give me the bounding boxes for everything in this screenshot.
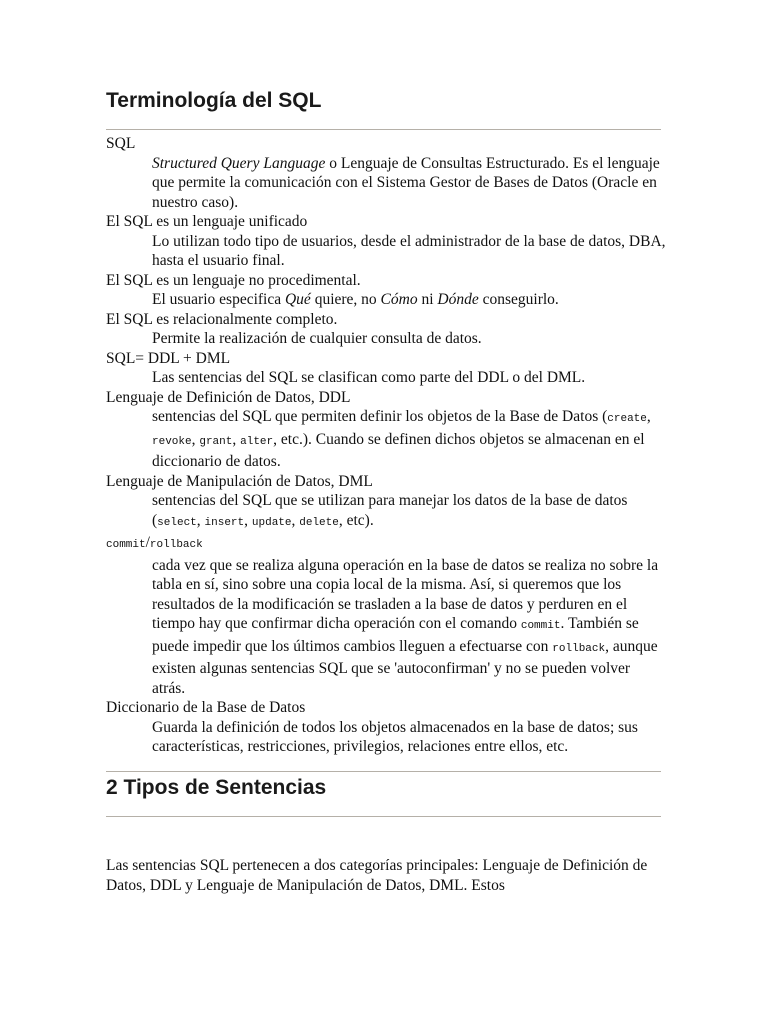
definition-ddl-dml: Las sentencias del SQL se clasifican como parte del DDL o del DML. <box>152 369 586 386</box>
definition-sql: Structured Query Language o Lenguaje de Consultas Estructurado. Es el lenguaje que permite la comunicación con el Sistema Gestor de Bases de Datos (Oracle en nuestro caso). <box>152 154 660 211</box>
definition-ddl: sentencias del SQL que permiten definir los objetos de la Base de Datos (create, revoke, grant, alter, etc.). Cuando se definen dichos objetos se almacenan en el diccionario de datos. <box>152 408 651 470</box>
section-title-terminologia: Terminología del SQL <box>106 89 322 112</box>
definition-commit-rollback: cada vez que se realiza alguna operación en la base de datos se realiza no sobre la tabla en sí, sino sobre una copia local de la misma. Así, si queremos que los resultados de la modificación se trasladen a la base de datos y perduren en el tiempo hay que confirmar dicha operación con el comando commit. También se puede impedir que los últimos cambios lleguen a efectuarse con rollback, aunque existen algunas sentencias SQL que se 'autoconfirman' y no se pueden volver atrás. <box>152 556 659 697</box>
section-divider-bottom <box>106 816 661 817</box>
definition-unified: Lo utilizan todo tipo de usuarios, desde el administrador de la base de datos, DBA, hasta el usuario final. <box>152 232 666 269</box>
section-title-tipos: 2 Tipos de Sentencias <box>106 776 327 799</box>
definition-nonprocedural: El usuario especifica Qué quiere, no Cómo ni Dónde conseguirlo. <box>152 291 559 308</box>
definition-list <box>106 134 666 757</box>
term-ddl-dml: SQL= DDL + DML <box>106 349 231 367</box>
section-divider-top <box>106 771 661 772</box>
term-commit-rollback: commit/rollback <box>106 534 203 551</box>
term-relational: El SQL es relacionalmente completo. <box>106 310 338 328</box>
term-nonprocedural: El SQL es un lenguaje no procedimental. <box>106 271 361 289</box>
section-divider <box>106 129 661 130</box>
definition-relational: Permite la realización de cualquier consulta de datos. <box>152 330 482 347</box>
term-ddl: Lenguaje de Definición de Datos, DDL <box>106 388 351 406</box>
term-sql: SQL <box>106 135 136 152</box>
term-dictionary: Diccionario de la Base de Datos <box>106 699 306 716</box>
term-dml: Lenguaje de Manipulación de Datos, DML <box>106 472 373 490</box>
definition-dictionary: Guarda la definición de todos los objetos almacenados en la base de datos; sus características, restricciones, privilegios, relaciones entre ellos, etc. <box>152 718 638 755</box>
term-unified: El SQL es un lenguaje unificado <box>106 213 308 230</box>
intro-paragraph: Las sentencias SQL pertenecen a dos categorías principales: Lenguaje de Definición de Datos, DDL y Lenguaje de Manipulación de Datos, DML. Estos <box>106 857 648 894</box>
definition-dml: sentencias del SQL que se utilizan para manejar los datos de la base de datos (select, insert, update, delete, etc). <box>152 492 628 529</box>
